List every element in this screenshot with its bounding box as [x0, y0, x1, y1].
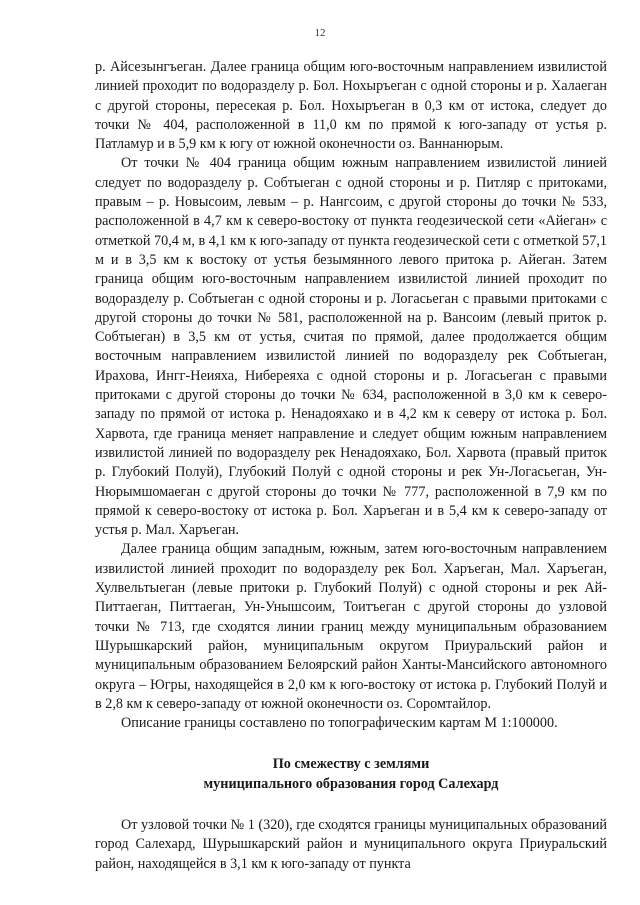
- section-heading: [95, 755, 607, 794]
- document-body: [95, 58, 607, 874]
- paragraph: Далее граница общим западным, южным, затем юго-восточным направлением извилистой линией проходит по водоразделу рек Бол. Харъеган, Мал. Харъеган, Хулвельтыеган (левые притоки р. Глубокий Полуй) с одной стороны и рек Ай-Питтаеган, Питтаеган, Ун-Унышсоим, Тоитъеган с другой стороны до узловой точки № 713, где сходятся линии границ между муниципальным образованием Шурышкарский район, муниципальным округом Приуральский район и муниципальным образованием Белоярский район Ханты-Мансийского автономного округа – Югры, находящейся в 2,0 км к юго-востоку от истока р. Глубокий Полуй и в 2,8 км к северо-западу от южной оконечности оз. Соромтайлор.: [95, 541, 607, 712]
- section-heading-line-1: По смежеству с землями: [272, 756, 430, 773]
- paragraph: От узловой точки № 1 (320), где сходятся границы муниципальных образований город Салехард, Шурышкарский район и муниципального округа Приуральский район, находящейся в 3,1 км к юго-западу от пункта: [95, 816, 607, 872]
- page-number: 12: [314, 27, 326, 39]
- paragraph: р. Айсезынгъеган. Далее граница общим юго-восточным направлением извилистой линией проходит по водоразделу р. Бол. Нохыръеган с одной стороны и р. Халаеган с другой стороны, пересекая р. Бол. Нохыръеган в 0,3 км от истока, следует до точки № 404, расположенной в 11,0 км по прямой к юго-западу от устья р. Патламур и в 5,9 км к югу от южной оконечности оз. Ваннанюрым.: [95, 59, 607, 153]
- section-heading-line-2: муниципального образования город Салехард: [203, 775, 499, 792]
- paragraph: От точки № 404 граница общим южным направлением извилистой линией следует по водоразделу р. Собтыеган с одной стороны и р. Питляр с притоками, правым – р. Новысоим, левым – р. Нангсоим, с другой стороны до точки № 533, расположенной в 4,7 км к северо-востоку от пункта геодезической сети «Айеган» с отметкой 70,4 м, в 4,1 км к юго-западу от пункта геодезической сети с отметкой 57,1 м и в 3,5 км к востоку от устья безымянного левого притока р. Айеган. Затем граница общим юго-восточным направлением извилистой линией проходит по водоразделу р. Собтыеган с одной стороны и р. Логасьеган с правыми притоками с другой стороны до точки № 581, расположенной на р. Вансоим (левый приток р. Собтыеган) в 3,5 км от устья, считая по прямой, далее продолжается общим восточным направлением извилистой линией по водоразделу рек Собтыеган, Ирахова, Ингг-Неияха, Нибереяха с одной стороны и р. Логасьеган с правыми притоками с другой стороны до точки № 634, расположенной в 3,0 км к северо-западу по прямой от истока р. Ненадояхако и в 4,2 км к северу от истока р. Бол. Харвота, где граница меняет направление и следует общим южным направлением извилистой линией по водоразделу рек Ненадояхако, Бол. Харвота (правый приток р. Глубокий Полуй), Глубокий Полуй с одной стороны и рек Ун-Логасьеган, Ун-Нюрымшомаеган с другой стороны до точки № 777, расположенной в 7,9 км по прямой к северо-востоку от истока р. Бол. Харъеган и в 5,4 км к северо-западу от устья р. Мал. Харъеган.: [95, 155, 607, 539]
- paragraph: Описание границы составлено по топографическим картам М 1:100000.: [121, 715, 558, 732]
